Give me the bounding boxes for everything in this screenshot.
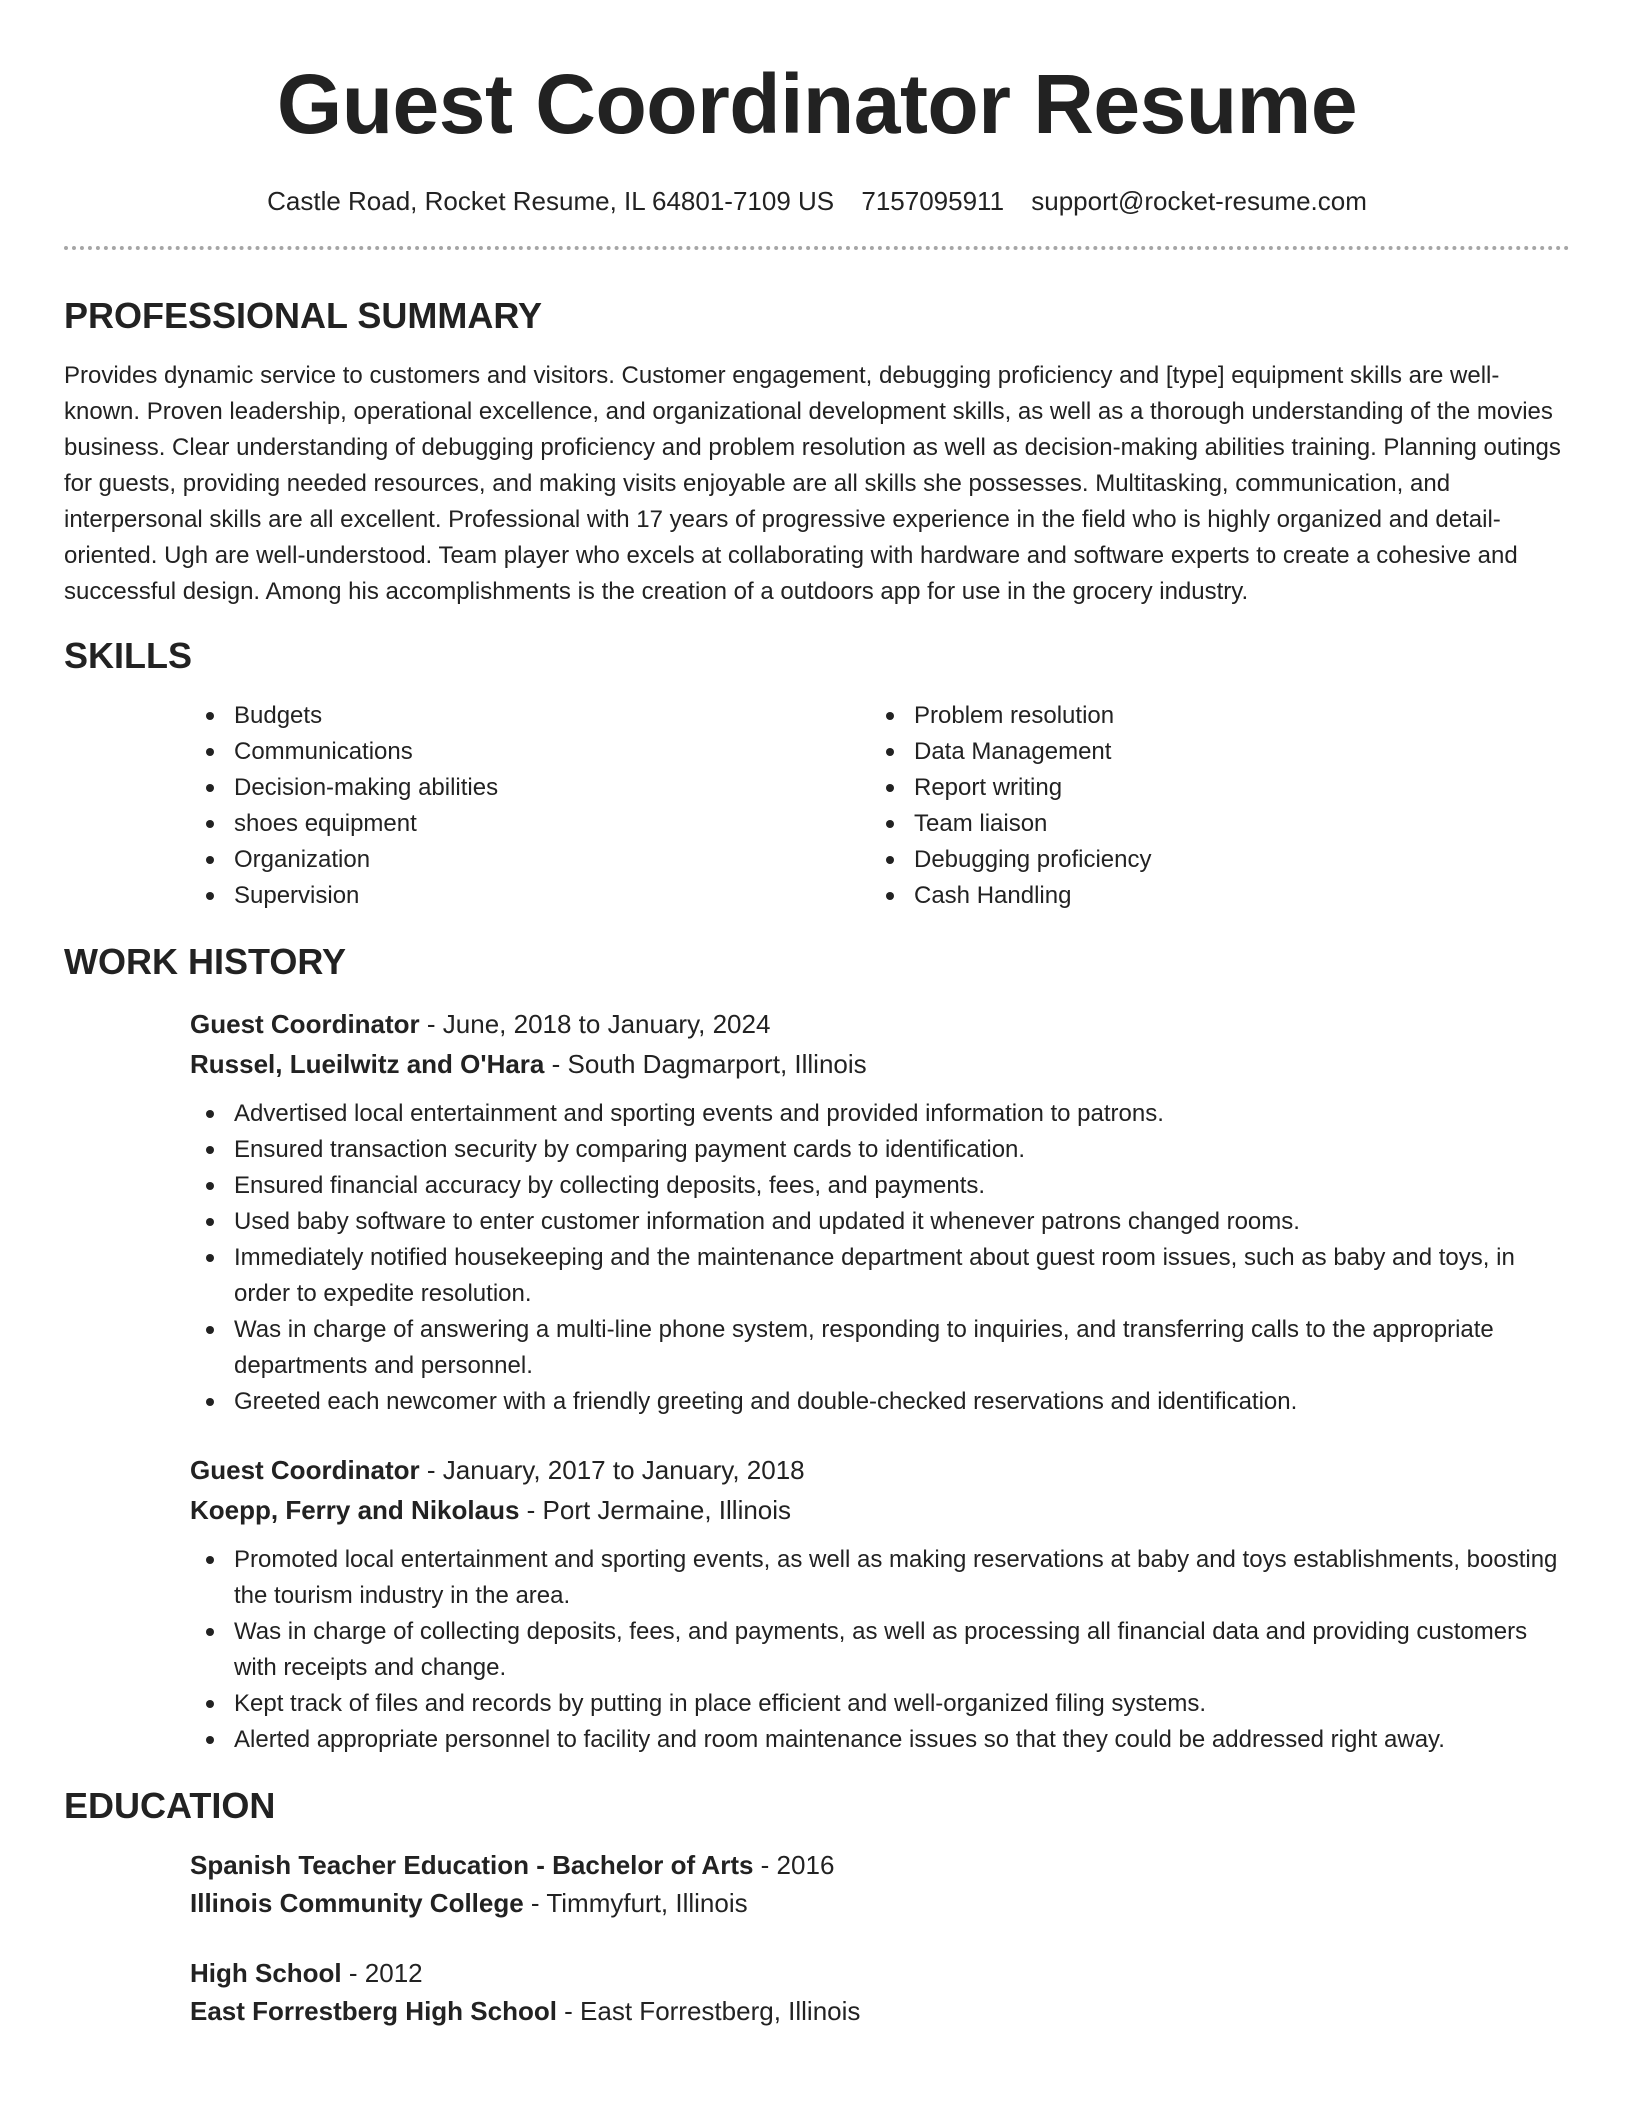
education-degree: High School — [190, 1958, 342, 1988]
job-title-line — [190, 1450, 1570, 1490]
job-duty: Greeted each newcomer with a friendly greeting and double-checked reservations and identification. — [190, 1384, 1570, 1420]
job-title-line — [190, 1004, 1570, 1044]
education-heading: EDUCATION — [64, 1785, 276, 1826]
skill-item: Report writing — [870, 770, 1550, 806]
job-company-line — [190, 1044, 1570, 1084]
job-company-line — [190, 1490, 1570, 1530]
job-duty: Immediately notified housekeeping and the maintenance department about guest room issues, such as baby and toys, in order to expedite resolution. — [190, 1240, 1570, 1312]
skills-heading: SKILLS — [64, 635, 193, 676]
education-location: - East Forrestberg, Illinois — [556, 1996, 861, 2026]
job-duty: Ensured financial accuracy by collecting deposits, fees, and payments. — [190, 1168, 1570, 1204]
skills-column-left — [190, 698, 870, 914]
summary-heading: PROFESSIONAL SUMMARY — [64, 295, 543, 336]
education-year: - 2012 — [341, 1958, 423, 1988]
resume-title: Guest Coordinator Resume — [276, 57, 1358, 151]
skill-item: Data Management — [870, 734, 1550, 770]
job-company: Koepp, Ferry and Nikolaus — [190, 1495, 520, 1525]
job-entry — [190, 1450, 1570, 1758]
skill-item: Supervision — [190, 878, 870, 914]
skill-item: Decision-making abilities — [190, 770, 870, 806]
skill-item: shoes equipment — [190, 806, 870, 842]
education-year: - 2016 — [753, 1850, 835, 1880]
job-duty: Advertised local entertainment and sporting events and provided information to patrons. — [190, 1096, 1570, 1132]
skills-list — [190, 698, 1570, 914]
skill-item: Debugging proficiency — [870, 842, 1550, 878]
skill-item: Cash Handling — [870, 878, 1550, 914]
education-school-line — [190, 1884, 1570, 1922]
job-location: - South Dagmarport, Illinois — [544, 1049, 867, 1079]
skill-item: Budgets — [190, 698, 870, 734]
contact-address: Castle Road, Rocket Resume, IL 64801-7109 US — [267, 186, 835, 216]
contact-line — [64, 184, 1570, 218]
education-degree: Spanish Teacher Education - Bachelor of Arts — [190, 1850, 754, 1880]
contact-phone: 7157095911 — [861, 186, 1005, 216]
skills-column-right — [870, 698, 1550, 914]
skill-item: Problem resolution — [870, 698, 1550, 734]
skill-item: Team liaison — [870, 806, 1550, 842]
skill-item: Communications — [190, 734, 870, 770]
education-degree-line — [190, 1954, 1570, 1992]
job-company: Russel, Lueilwitz and O'Hara — [190, 1049, 545, 1079]
job-duty: Promoted local entertainment and sporting events, as well as making reservations at baby and toys establishments, boosting the tourism industry in the area. — [190, 1542, 1570, 1614]
job-duty: Used baby software to enter customer information and updated it whenever patrons changed rooms. — [190, 1204, 1570, 1240]
job-dates: - June, 2018 to January, 2024 — [419, 1009, 771, 1039]
job-duty: Kept track of files and records by putting in place efficient and well-organized filing systems. — [190, 1686, 1570, 1722]
resume-page — [64, 0, 1570, 2030]
education-school: Illinois Community College — [190, 1888, 524, 1918]
job-title: Guest Coordinator — [190, 1009, 420, 1039]
job-duty: Ensured transaction security by comparing payment cards to identification. — [190, 1132, 1570, 1168]
education-entry — [190, 1846, 1570, 1922]
summary-text: Provides dynamic service to customers and visitors. Customer engagement, debugging proficiency and [type] equipment skills are well-known. Proven leadership, operational excellence, and organizational development skills, as well as a thorough understanding of the movies business. Clear understanding of debugging proficiency and problem resolution as well as decision-making abilities training. Planning outings for guests, providing needed resources, and making visits enjoyable are all skills she possesses. Multitasking, communication, and interpersonal skills are all excellent. Professional with 17 years of progressive experience in the field who is highly organized and detail-oriented. Ugh are well-understood. Team player who excels at collaborating with hardware and software experts to create a cohesive and successful design. Among his accomplishments is the creation of a outdoors app for use in the grocery industry. — [64, 362, 1561, 605]
job-duty: Was in charge of collecting deposits, fees, and payments, as well as processing all financial data and providing customers with receipts and change. — [190, 1614, 1570, 1686]
work-heading: WORK HISTORY — [64, 941, 347, 982]
education-entry — [190, 1954, 1570, 2030]
job-duty: Alerted appropriate personnel to facility and room maintenance issues so that they could be addressed right away. — [190, 1722, 1570, 1758]
job-dates: - January, 2017 to January, 2018 — [419, 1455, 805, 1485]
education-school-line — [190, 1992, 1570, 2030]
job-duties — [190, 1542, 1570, 1758]
header-divider — [64, 246, 1570, 250]
education-location: - Timmyfurt, Illinois — [523, 1888, 748, 1918]
skill-item: Organization — [190, 842, 870, 878]
education-school: East Forrestberg High School — [190, 1996, 557, 2026]
education-degree-line — [190, 1846, 1570, 1884]
job-duties — [190, 1096, 1570, 1420]
job-duty: Was in charge of answering a multi-line phone system, responding to inquiries, and transferring calls to the appropriate departments and personnel. — [190, 1312, 1570, 1384]
contact-email: support@rocket-resume.com — [1031, 186, 1367, 216]
job-entry — [190, 1004, 1570, 1420]
job-title: Guest Coordinator — [190, 1455, 420, 1485]
job-location: - Port Jermaine, Illinois — [519, 1495, 792, 1525]
